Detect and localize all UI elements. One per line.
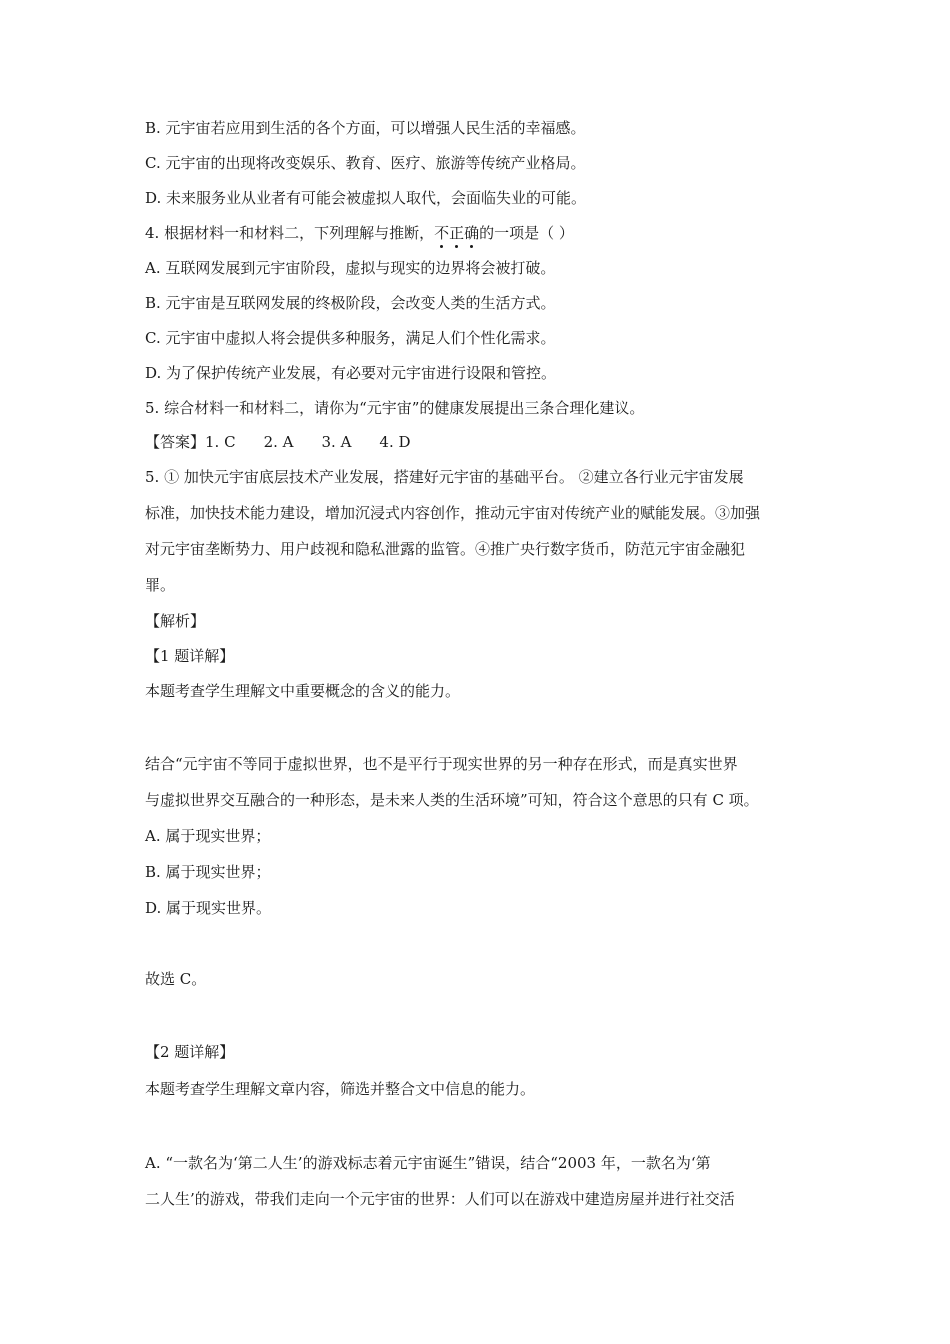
q4-emphasis-char: 确	[464, 224, 480, 242]
answer-q5-line: 标准，加快技术能力建设，增加沉浸式内容创作，推动元宇宙对传统产业的赋能发展。③加强	[145, 504, 761, 522]
q4-emphasis-char: 正	[449, 224, 465, 242]
q2-detail-header: 【2 题详解】	[145, 1043, 235, 1061]
q1-detail-body: 与虚拟世界交互融合的一种形态，是未来人类的生活环境”可知，符合这个意思的只有 C 项。	[145, 791, 759, 809]
q1-detail-point: B. 属于现实世界；	[145, 863, 271, 881]
q3-option-b: B. 元宇宙若应用到生活的各个方面，可以增强人民生活的幸福感。	[145, 119, 586, 137]
answer-item: 1. C	[205, 433, 236, 451]
answer-item: 3. A	[321, 433, 352, 451]
answer-q5-line: 对元宇宙垄断势力、用户歧视和隐私泄露的监管。④推广央行数字货币，防范元宇宙金融犯	[145, 540, 746, 558]
q4-option-a: A. 互联网发展到元宇宙阶段，虚拟与现实的边界将会被打破。	[145, 259, 556, 277]
q4-stem-before: 4. 根据材料一和材料二，下列理解与推断，	[145, 224, 435, 242]
answer-q5-line: 5. ① 加快元宇宙底层技术产业发展，搭建好元宇宙的基础平台。 ②建立各行业元宇宙发展	[145, 468, 744, 486]
q1-detail-point: A. 属于现实世界；	[145, 827, 271, 845]
answer-label: 【答案】	[145, 433, 206, 451]
analysis-label: 【解析】	[145, 612, 206, 630]
q1-detail-point: D. 属于现实世界。	[145, 899, 272, 917]
q2-detail-intro: 本题考查学生理解文章内容，筛选并整合文中信息的能力。	[145, 1080, 536, 1098]
q3-option-c: C. 元宇宙的出现将改变娱乐、教育、医疗、旅游等传统产业格局。	[145, 154, 586, 172]
q4-stem	[145, 223, 574, 243]
answer-line	[145, 432, 439, 452]
q2-detail-body: 二人生’的游戏，带我们走向一个元宇宙的世界：人们可以在游戏中建造房屋并进行社交活	[145, 1190, 735, 1208]
q1-detail-header: 【1 题详解】	[145, 647, 235, 665]
q4-emphasis-char: 不	[434, 224, 450, 242]
q1-detail-intro: 本题考查学生理解文中重要概念的含义的能力。	[145, 682, 461, 700]
answer-q5-line: 罪。	[145, 576, 176, 594]
q1-detail-body: 结合“元宇宙不等同于虚拟世界，也不是平行于现实世界的另一种存在形式，而是真实世界	[145, 755, 738, 773]
q5-stem: 5. 综合材料一和材料二，请你为“元宇宙”的健康发展提出三条合理化建议。	[145, 399, 645, 417]
answer-item: 4. D	[379, 433, 411, 451]
q4-option-d: D. 为了保护传统产业发展，有必要对元宇宙进行设限和管控。	[145, 364, 557, 382]
q4-option-b: B. 元宇宙是互联网发展的终极阶段，会改变人类的生活方式。	[145, 294, 556, 312]
q1-conclusion: 故选 C。	[145, 970, 207, 988]
q2-detail-body: A. “一款名为‘第二人生’的游戏标志着元宇宙诞生”错误，结合“2003 年，一款名为‘第	[145, 1154, 711, 1172]
q4-option-c: C. 元宇宙中虚拟人将会提供多种服务，满足人们个性化需求。	[145, 329, 556, 347]
q4-stem-after: 的一项是（ ）	[479, 224, 574, 242]
q3-option-d: D. 未来服务业从业者有可能会被虚拟人取代，会面临失业的可能。	[145, 189, 587, 207]
answer-item: 2. A	[263, 433, 294, 451]
